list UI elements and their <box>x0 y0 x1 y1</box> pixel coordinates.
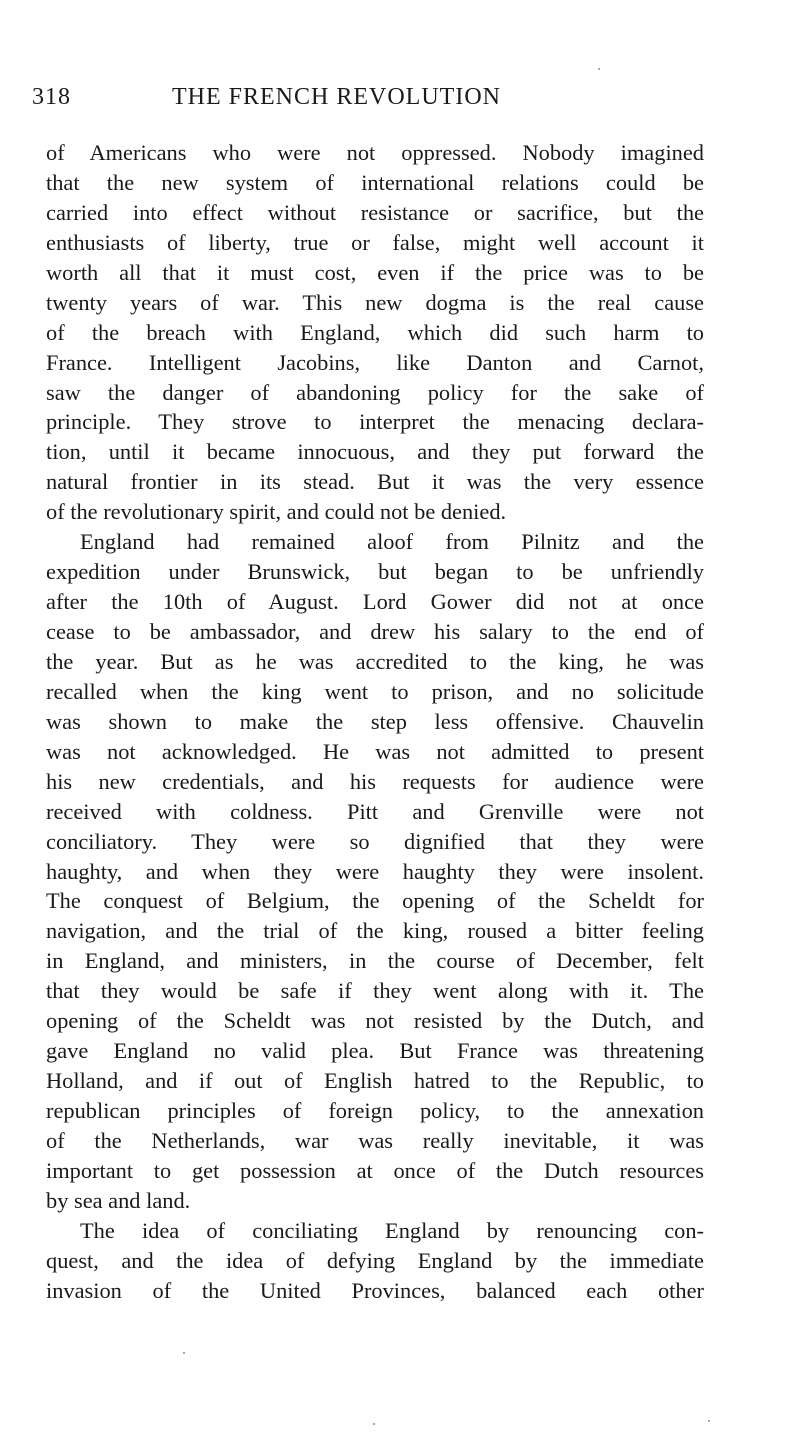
text-line: haughty, and when they were haughty they were insolent. <box>46 858 704 884</box>
text-line: principle. They strove to interpret the menacing declara- <box>46 409 704 435</box>
text-line: cease to be ambassador, and drew his salary to the end of <box>46 619 704 644</box>
text-line: by sea and land. <box>46 1187 191 1213</box>
body-text <box>46 138 704 1306</box>
text-line: quest, and the idea of defying England by the immediate <box>46 1247 704 1273</box>
text-line: expedition under Brunswick, but began to be unfriendly <box>46 559 704 585</box>
text-line: France. Intelligent Jacobins, like Danton and Carnot, <box>46 349 704 375</box>
text-line: the year. But as he was accredited to the king, he was <box>46 648 704 674</box>
text-line: was not acknowledged. He was not admitted to present <box>46 738 704 764</box>
page-number: 318 <box>32 84 71 110</box>
text-line: Holland, and if out of English hatred to the Republic, to <box>46 1068 704 1094</box>
text-line: gave England no valid plea. But France was threatening <box>46 1038 704 1064</box>
text-line: saw the danger of abandoning policy for the sake of <box>46 379 704 405</box>
text-line: of the Netherlands, war was really inevitable, it was <box>46 1127 704 1153</box>
text-line: twenty years of war. This new dogma is the real cause <box>46 289 704 315</box>
running-head <box>32 84 712 116</box>
running-title: THE FRENCH REVOLUTION <box>172 84 501 110</box>
text-line: after the 10th of August. Lord Gower did not at once <box>46 589 704 615</box>
text-line: recalled when the king went to prison, and no solicitude <box>46 678 704 704</box>
text-line: invasion of the United Provinces, balanced each other <box>46 1277 704 1303</box>
text-line: that the new system of international relations could be <box>46 169 704 195</box>
text-line: enthusiasts of liberty, true or false, might well account it <box>46 229 704 255</box>
text-line: worth all that it must cost, even if the price was to be <box>46 259 704 285</box>
text-line: natural frontier in its stead. But it was the very essence <box>46 469 704 495</box>
text-line: republican principles of foreign policy, to the annexation <box>46 1098 704 1123</box>
text-line: carried into effect without resistance or sacrifice, but the <box>46 199 704 225</box>
text-line: The conquest of Belgium, the opening of the Scheldt for <box>46 888 704 914</box>
text-line: in England, and ministers, in the course of December, felt <box>46 948 704 974</box>
text-line: conciliatory. They were so dignified that they were <box>46 828 704 854</box>
text-line: his new credentials, and his requests for audience were <box>46 768 704 794</box>
text-line: was shown to make the step less offensive. Chauvelin <box>46 708 704 734</box>
scan-speck <box>598 68 600 70</box>
text-line: of the revolutionary spirit, and could not be denied. <box>46 499 507 525</box>
text-line: England had remained aloof from Pilnitz and the <box>80 529 704 555</box>
scan-speck <box>373 1423 375 1425</box>
text-line: received with coldness. Pitt and Grenville were not <box>46 798 704 824</box>
text-line: of Americans who were not oppressed. Nobody imagined <box>46 140 704 165</box>
scan-speck <box>708 1420 710 1422</box>
text-line: The idea of conciliating England by renouncing con- <box>80 1217 704 1243</box>
text-line: important to get possession at once of the Dutch resources <box>46 1157 704 1183</box>
text-line: tion, until it became innocuous, and they put forward the <box>46 439 704 465</box>
text-line: opening of the Scheldt was not resisted by the Dutch, and <box>46 1008 704 1034</box>
scan-speck <box>183 1352 185 1354</box>
text-line: that they would be safe if they went along with it. The <box>46 978 704 1004</box>
text-line: of the breach with England, which did such harm to <box>46 319 704 345</box>
text-line: navigation, and the trial of the king, roused a bitter feeling <box>46 918 704 944</box>
